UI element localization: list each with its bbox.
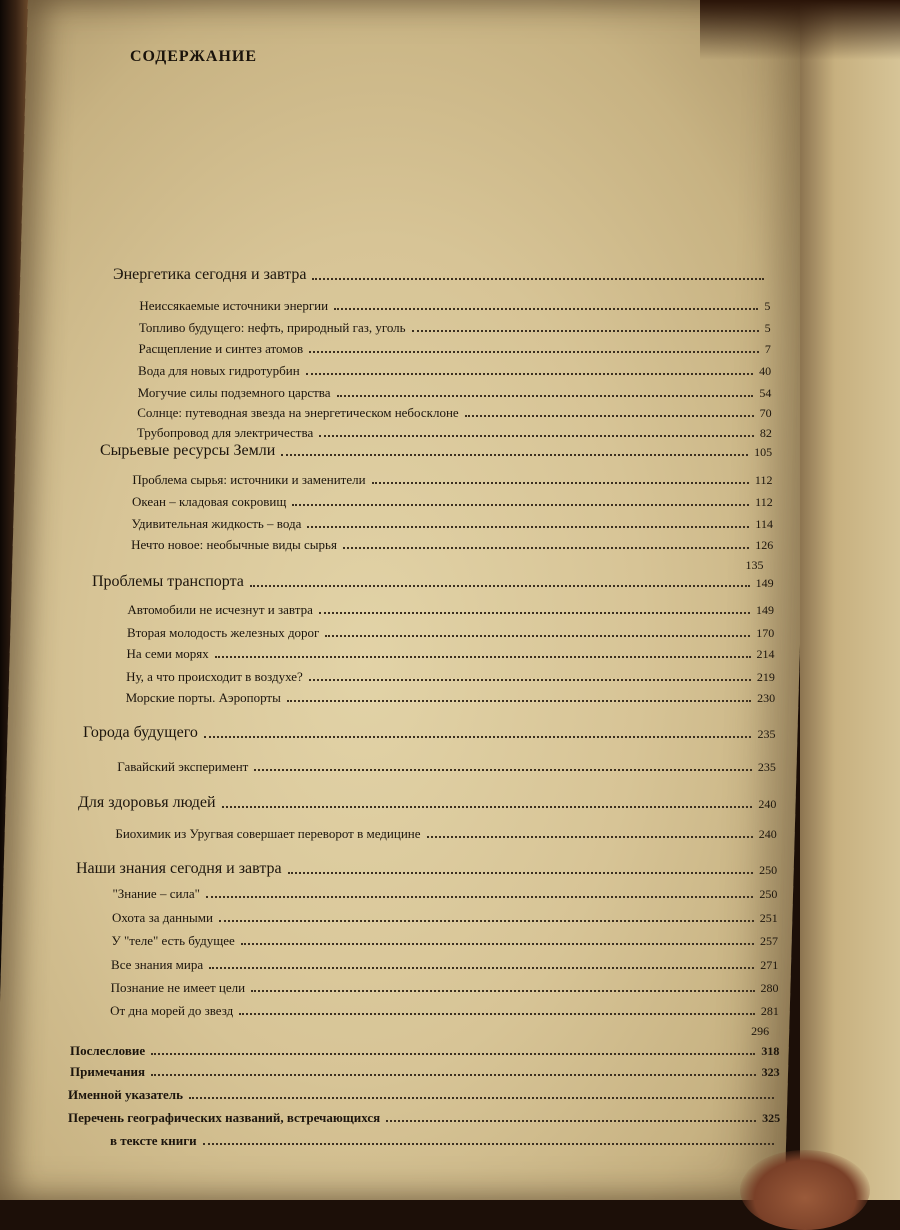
back-matter-entry <box>68 1110 780 1126</box>
dot-leader <box>151 1052 755 1055</box>
toc-entry-page-number: 54 <box>759 386 772 400</box>
section-heading <box>78 794 776 812</box>
dot-leader <box>372 481 749 484</box>
back-matter-entry <box>110 1133 780 1149</box>
dot-leader <box>222 805 753 808</box>
toc-entry <box>132 472 772 488</box>
toc-entry <box>110 1003 779 1019</box>
toc-entry <box>139 320 771 336</box>
toc-entry <box>117 759 776 775</box>
back-matter-entry-title: Примечания <box>70 1064 145 1079</box>
toc-entry-page-number: 126 <box>755 538 774 552</box>
toc-entry <box>139 341 771 357</box>
back-matter-entry-page-number: 318 <box>761 1044 780 1058</box>
toc-entry <box>126 690 775 706</box>
toc-entry-title: Познание не имеет цели <box>110 980 246 995</box>
toc-entry <box>137 405 771 421</box>
toc-entry-title: Автомобили не исчезнут и завтра <box>127 602 313 617</box>
back-matter-entry-title: Именной указатель <box>68 1087 183 1102</box>
toc-entry-title: У "теле" есть будущее <box>111 933 235 948</box>
toc-entry-page-number: 257 <box>759 934 778 948</box>
toc-entry-page-number: 40 <box>759 364 772 378</box>
toc-entry <box>127 646 775 662</box>
toc-entry-page-number: 250 <box>759 887 778 901</box>
toc-entry-page-number: 271 <box>760 958 779 972</box>
dot-leader <box>251 989 754 992</box>
toc-entry-title: Трубопровод для электричества <box>136 425 314 440</box>
dot-leader <box>325 634 750 637</box>
toc-entry <box>115 826 776 842</box>
toc-entry-page-number: 112 <box>755 495 773 509</box>
section-heading-title: Для здоровья людей <box>78 794 216 811</box>
toc-entry-page-number: 112 <box>754 473 773 487</box>
section-heading-page-number: 250 <box>759 863 778 877</box>
dot-leader <box>215 655 751 658</box>
toc-entry-title: Гавайский эксперимент <box>117 759 249 774</box>
section-heading-page-number: 149 <box>755 576 774 590</box>
toc-entry-title: Вторая молодость железных дорог <box>126 625 320 640</box>
back-matter-entry-page-number: 325 <box>762 1111 781 1125</box>
back-matter-entry-page-number: 323 <box>761 1065 780 1079</box>
toc-entry-title: Охота за данными <box>112 910 213 925</box>
toc-entry-title: "Знание – сила" <box>112 886 200 901</box>
toc-entry-page-number: 251 <box>759 911 778 925</box>
toc-entry <box>138 385 772 401</box>
section-heading <box>92 573 774 591</box>
toc-entry-page-number: 149 <box>756 603 775 617</box>
dot-leader <box>465 414 754 417</box>
dot-leader <box>309 678 751 681</box>
dot-leader <box>312 277 764 280</box>
dot-leader <box>386 1119 756 1122</box>
toc-entry-page-number: 219 <box>756 670 775 684</box>
toc-entry <box>132 494 773 510</box>
dot-leader <box>254 768 752 771</box>
toc-entry-page-number: 5 <box>764 299 771 313</box>
dot-leader <box>219 919 754 922</box>
toc-entry-title: Проблема сырья: источники и заменители <box>132 472 366 487</box>
dot-leader <box>209 966 754 969</box>
dot-leader <box>241 942 754 945</box>
dot-leader <box>288 871 754 874</box>
toc-entry-page-number: 240 <box>758 827 777 841</box>
toc-entry <box>127 625 774 641</box>
section-heading <box>76 860 777 878</box>
toc-entry-page-number: 235 <box>757 760 776 774</box>
toc-entry-page-number: 230 <box>757 691 776 705</box>
toc-entry <box>112 933 778 949</box>
toc-entry <box>111 980 779 996</box>
back-matter-entry <box>70 1064 780 1080</box>
toc-entry-page-number: 114 <box>755 517 773 531</box>
dot-leader <box>203 1142 775 1145</box>
toc-entry-title: Вода для новых гидротурбин <box>138 363 300 378</box>
section-heading-title: Города будущего <box>83 724 198 741</box>
toc-entry <box>132 516 773 532</box>
toc-entry <box>127 602 774 618</box>
section-heading <box>83 724 775 742</box>
dot-leader <box>319 434 754 437</box>
dot-leader <box>239 1012 755 1015</box>
toc-entry-title: Ну, а что происходит в воздухе? <box>126 669 303 684</box>
toc-entry-title: Все знания мира <box>111 957 204 972</box>
section-heading-page-number: 235 <box>757 727 776 741</box>
toc-entry-title: Солнце: путеводная звезда на энергетическом небосклоне <box>137 405 459 420</box>
toc-entry <box>112 910 778 926</box>
back-matter-entry-title: Послесловие <box>70 1043 146 1058</box>
toc-entry-title: Океан – кладовая сокровищ <box>131 494 287 509</box>
dot-leader <box>292 503 749 506</box>
back-matter-entry <box>70 1043 779 1059</box>
dot-leader <box>281 453 748 456</box>
section-heading-title: Сырьевые ресурсы Земли <box>100 442 276 459</box>
dot-leader <box>309 350 759 353</box>
section-heading-title: Проблемы транспорта <box>92 573 244 590</box>
page-number: 296 <box>751 1024 770 1038</box>
toc-entry <box>131 537 773 553</box>
section-heading-page-number: 240 <box>758 797 777 811</box>
dot-leader <box>306 372 753 375</box>
toc-entry-title: Биохимик из Уругвая совершает переворот в медицине <box>115 826 421 841</box>
toc-entry-title: Нечто новое: необычные виды сырья <box>131 537 337 552</box>
dot-leader <box>343 546 749 549</box>
toc-entry <box>139 298 770 314</box>
toc-entry-page-number: 70 <box>759 406 772 420</box>
toc-entry-page-number: 214 <box>756 647 775 661</box>
back-matter-entry <box>68 1087 780 1103</box>
toc-entry-page-number: 82 <box>759 426 772 440</box>
section-heading-title: Наши знания сегодня и завтра <box>76 860 282 877</box>
dot-leader <box>319 611 750 614</box>
toc-entry-page-number: 281 <box>760 1004 779 1018</box>
toc-entry-title: Удивительная жидкость – вода <box>131 516 302 531</box>
toc-entry-page-number: 170 <box>756 626 775 640</box>
back-matter-entry-title: в тексте книги <box>110 1133 197 1148</box>
toc-entry-title: На семи морях <box>126 646 209 661</box>
toc-entry-page-number: 5 <box>764 321 771 335</box>
toc-entry <box>137 425 772 441</box>
toc-entry-title: Морские порты. Аэропорты <box>125 690 281 705</box>
toc-entry <box>111 957 778 973</box>
section-heading-page-number: 105 <box>754 445 773 459</box>
toc-entry-title: Расщепление и синтез атомов <box>138 341 304 356</box>
toc-entry-page-number: 280 <box>760 981 779 995</box>
dot-leader <box>250 584 750 587</box>
page-number: 135 <box>745 558 764 572</box>
toc-entry <box>138 363 771 379</box>
dot-leader <box>287 699 751 702</box>
dot-leader <box>412 329 759 332</box>
toc-entry <box>126 669 775 685</box>
dot-leader <box>307 525 749 528</box>
dot-leader <box>204 735 752 738</box>
dot-leader <box>189 1096 774 1099</box>
dot-leader <box>151 1073 756 1076</box>
dot-leader <box>206 895 753 898</box>
dot-leader <box>427 835 753 838</box>
toc-entry-title: Могучие силы подземного царства <box>137 385 331 400</box>
page-title: СОДЕРЖАНИЕ <box>130 48 258 65</box>
section-heading-title: Энергетика сегодня и завтра <box>113 266 307 283</box>
toc-entry-title: Топливо будущего: нефть, природный газ, уголь <box>138 320 406 335</box>
back-matter-entry-title: Перечень географических названий, встречающихся <box>68 1110 381 1125</box>
dot-leader <box>334 307 758 310</box>
toc-entry <box>112 886 777 902</box>
toc-entry-page-number: 7 <box>764 342 771 356</box>
toc-entry-title: От дна морей до звезд <box>110 1003 234 1018</box>
section-heading <box>100 442 772 460</box>
dot-leader <box>337 394 754 397</box>
section-heading <box>113 266 770 284</box>
toc-entry-title: Неиссякаемые источники энергии <box>139 298 329 313</box>
